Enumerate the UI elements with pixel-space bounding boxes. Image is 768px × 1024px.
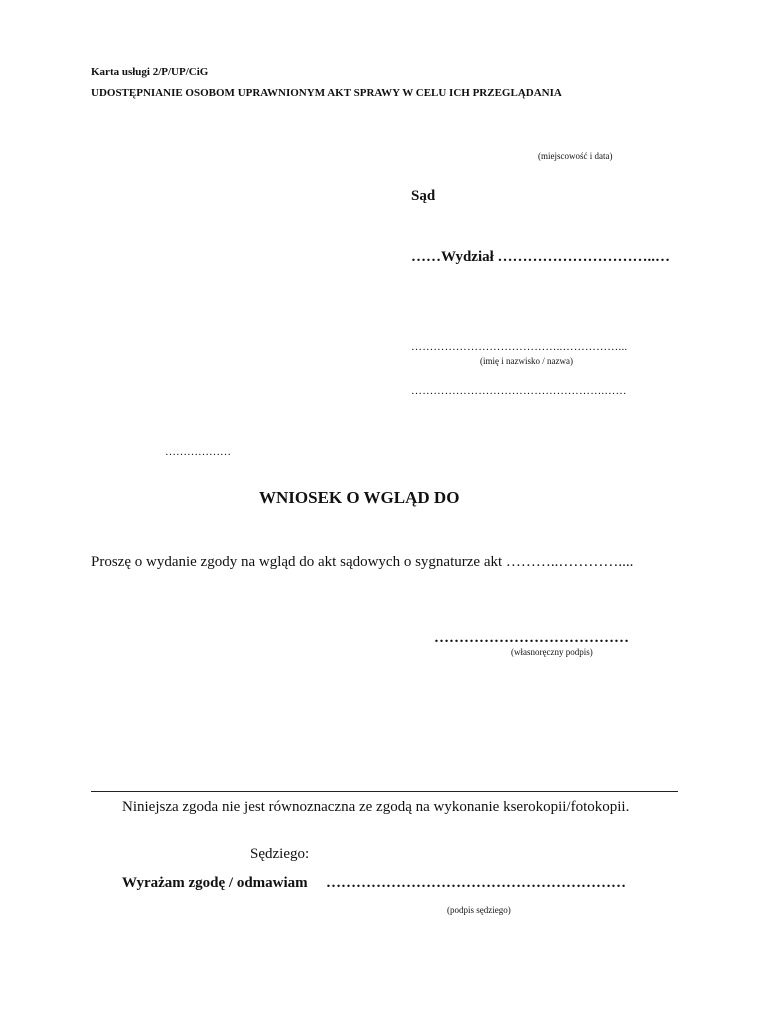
applicant-name-caption: (imię i nazwisko / nazwa) [480,356,573,366]
judge-signature-caption: (podpis sędziego) [447,905,511,915]
judge-signature-field[interactable]: …………………………………………………… [326,875,626,891]
court-label: Sąd [411,188,436,204]
signature-caption: (własnoręczny podpis) [511,647,593,657]
request-body-text: Proszę o wydanie zgody na wgląd do akt sądowych o sygnaturze akt ………..………….... [91,554,634,570]
signature-field[interactable]: ………………………………… [434,630,629,646]
copy-note: Niniejsza zgoda nie jest równoznaczna ze zgodą na wykonanie kserokopii/fotokopii. [122,799,630,815]
card-id: Karta usługi 2/P/UP/CiG [91,66,209,78]
consent-label: Wyrażam zgodę / odmawiam [122,875,308,891]
service-title: UDOSTĘPNIANIE OSOBOM UPRAWNIONYM AKT SPRAWY W CELU ICH PRZEGLĄDANIA [91,87,562,99]
applicant-name-field[interactable]: …………………………………..……………... [411,341,628,353]
place-date-caption: (miejscowość i data) [538,151,613,161]
judge-label: Sędziego: [250,846,310,862]
department-line: ……Wydział …………………………..… [411,249,671,265]
left-dots-field[interactable]: ……………… [165,446,231,458]
applicant-address-field[interactable]: …………………………………………….…… [411,385,627,397]
section-divider [91,791,678,792]
document-title: WNIOSEK O WGLĄD DO [259,488,460,507]
